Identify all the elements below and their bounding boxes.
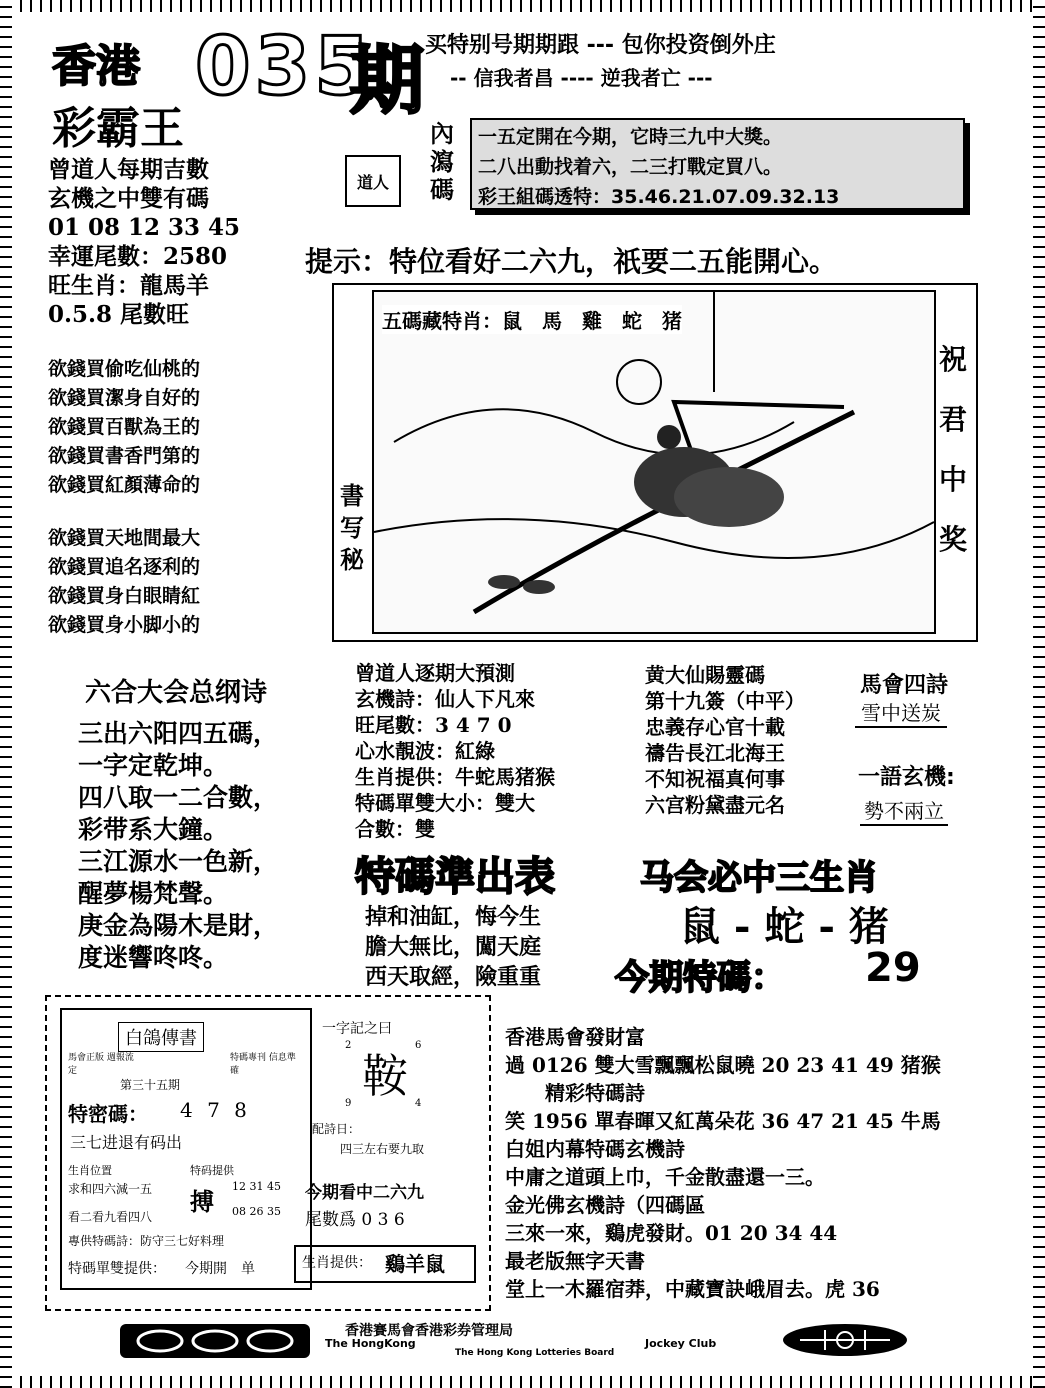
side-char: 君 — [938, 403, 967, 436]
footer-en-left: The HongKong — [325, 1337, 416, 1350]
mahui-value: 雪中送炭 — [855, 697, 947, 728]
left-info-line: 幸運尾數：2580 — [48, 243, 228, 270]
left-info-line: 01 08 12 33 45 — [48, 214, 241, 241]
baige-zodiac-line2: 看二看九看四八 — [68, 1210, 153, 1224]
left-info-line: 0.5.8 尾數旺 — [48, 301, 190, 328]
today-tema-label: 今期特碼： — [615, 958, 785, 998]
huang-line: 六宫粉黛盡元名 — [645, 793, 785, 817]
hk-title: 香港 — [52, 41, 140, 92]
yizi-zodiac-value: 鷄羊鼠 — [385, 1252, 445, 1276]
border-right — [1033, 0, 1045, 1388]
huang-line: 忠義存心官十載 — [645, 715, 785, 739]
rb-line: 最老版無字天書 — [505, 1249, 645, 1273]
footer-en-right: Jockey Club — [645, 1337, 717, 1350]
zeng-line: 合數：雙 — [355, 817, 435, 841]
liuhe-line: 三江源水一色新， — [78, 847, 279, 876]
rb-line: 白姐内幕特碼玄機詩 — [505, 1137, 685, 1161]
poem-line: 欲錢買身白眼睛紅 — [48, 585, 201, 607]
poem-line: 欲錢買紅顏薄命的 — [48, 474, 201, 496]
baige-danshuang-label: 特碼單雙提供： — [68, 1261, 166, 1277]
liuhe-line: 醒夢楊梵聲。 — [78, 879, 229, 908]
slogan-2: -- 信我者昌 ---- 逆我者亡 --- — [450, 66, 713, 90]
huang-line: 第十九簽（中平） — [645, 689, 805, 713]
baige-tema-nums1: 12 31 45 — [232, 1180, 281, 1193]
yiyu-value: 勢不兩立 — [860, 795, 948, 826]
issue-suffix: 期 — [350, 38, 424, 124]
liuhe-line: 三出六阳四五碼， — [78, 719, 279, 748]
zeng-line: 特碼單雙大小：雙大 — [355, 791, 535, 815]
picture-caption: 五碼藏特肖：鼠 馬 雞 蛇 猪 — [382, 305, 682, 334]
poem-line: 欲錢買追名逐利的 — [48, 556, 201, 578]
mahui-title: 馬會四詩 — [860, 673, 949, 698]
zeng-line: 曾道人逐期大預測 — [355, 661, 515, 685]
baige-small-left: 馬會正版 週報流定 — [68, 1053, 134, 1076]
baige-small-right: 特碼專刊 信息準確 — [230, 1053, 296, 1076]
rb-line: 笑 1956 單春暉又紅萬朵花 36 47 21 45 牛馬 — [505, 1109, 941, 1133]
left-info — [48, 155, 240, 329]
poem-line: 欲錢買書香門第的 — [48, 445, 201, 467]
zeng-line: 玄機詩：仙人下凡來 — [355, 687, 535, 711]
left-info-line: 玄機之中雙有碼 — [48, 185, 209, 212]
rb-line: 中庸之道頭上巾，千金散盡還一三。 — [505, 1165, 825, 1189]
poem-line: 欲錢買身小脚小的 — [48, 614, 201, 636]
picture-side-left: 書写秘 — [340, 481, 364, 574]
tema-line: 掉和油缸，悔今生 — [365, 904, 542, 930]
liuhe-line: 度迷響咚咚。 — [78, 943, 229, 972]
tema-line: 西天取經，險重重 — [365, 964, 542, 990]
right-bottom-block — [505, 1023, 941, 1303]
poem-line: 欲錢買偷吃仙桃的 — [48, 358, 201, 380]
footer-cn: 香港賽馬會香港彩券管理局 — [345, 1323, 513, 1339]
yizi-tail: 尾數爲 0 3 6 — [305, 1210, 405, 1230]
rb-line: 金光佛玄機詩（四碼區 — [505, 1193, 705, 1217]
baige-secret-value: 4 7 8 — [180, 1098, 251, 1122]
yizi-char: 鞍 — [362, 1049, 408, 1103]
zeng-line: 旺尾數：3 4 7 0 — [355, 713, 512, 737]
liuhe-title: 六合大会总纲诗 — [85, 678, 268, 708]
yizi-title: 一字記之曰 — [322, 1021, 392, 1037]
yizi-n-bl: 9 — [345, 1098, 352, 1109]
picture-side-right — [937, 330, 969, 570]
brand-title: 彩霸王 — [52, 103, 184, 154]
huang-line: 禱告長江北海王 — [645, 741, 785, 765]
side-char: 中 — [938, 463, 967, 496]
huang-line: 不知祝福真何事 — [645, 767, 785, 791]
huang-line: 黄大仙賜靈碼 — [645, 663, 765, 687]
baige-zodiac-label: 生肖位置 — [68, 1164, 112, 1177]
tema-lines — [365, 902, 541, 992]
footer-en-sub: The Hong Kong Lotteries Board — [455, 1348, 615, 1358]
jockey-logo-icon — [120, 1320, 310, 1360]
zeng-line: 生肖提供：牛蛇馬猪猴 — [355, 765, 555, 789]
neixie-label: 內瀉碼 — [430, 119, 454, 204]
yiyu-title: 一語玄機: — [858, 765, 955, 790]
lottery-logo-icon — [780, 1322, 910, 1358]
liuhe-line: 四八取一二合數， — [78, 783, 279, 812]
yizi-n-tl: 2 — [345, 1040, 352, 1051]
baige-title: 白鴿傳書 — [118, 1022, 204, 1052]
left-info-line: 旺生肖：龍馬羊 — [48, 272, 209, 299]
rb-line: 堂上一木羅宿莽，中藏寶訣峨眉去。虎 36 — [505, 1277, 880, 1301]
left-info-line: 曾道人每期吉數 — [48, 156, 209, 183]
liuhe-poem — [78, 718, 278, 974]
today-tema-value: 29 — [865, 945, 921, 991]
huang-block — [645, 662, 805, 818]
bizhong-animals: 鼠 - 蛇 - 猪 — [680, 903, 889, 950]
yizi-zodiac-label: 生肖提供： — [302, 1255, 372, 1271]
daoren-stamp-text: 道人 — [356, 172, 389, 192]
bizhong-title: 马会必中三生肖 — [640, 858, 878, 898]
baige-tema-label: 特码提供 — [190, 1164, 234, 1177]
tip-line: 提示：特位看好二六九，祇要二五能開心。 — [305, 245, 838, 278]
slogan-1: 买特别号期期跟 --- 包你投资倒外庄 — [425, 33, 776, 58]
yizi-n-br: 4 — [415, 1098, 422, 1109]
neixie-box — [470, 118, 965, 210]
baige-danshuang-value: 今期開 单 — [185, 1261, 255, 1277]
rb-line: 過 0126 雙大雪飄飄松鼠曉 20 23 41 49 猪猴 — [505, 1053, 941, 1077]
poem-left — [48, 355, 200, 640]
border-top — [0, 0, 1045, 12]
liuhe-line: 庚金為陽木是財， — [78, 911, 279, 940]
side-char: 祝 — [938, 343, 967, 376]
liuhe-line: 一字定乾坤。 — [78, 751, 229, 780]
footer — [120, 1320, 920, 1362]
liuhe-line: 彩带系大鐘。 — [78, 815, 229, 844]
side-char: 奖 — [938, 523, 967, 556]
baige-tema-nums2: 08 26 35 — [232, 1205, 281, 1218]
tema-title: 特碼準出表 — [355, 854, 555, 900]
baige-tema-char: 搏 — [190, 1187, 214, 1216]
border-bottom — [0, 1376, 1045, 1388]
yizi-n-tr: 6 — [415, 1040, 422, 1051]
baige-issue: 第三十五期 — [120, 1078, 181, 1092]
poem-line: 欲錢買百獸為王的 — [48, 416, 201, 438]
yizi-poem-label: 配詩日： — [312, 1122, 361, 1136]
issue-number: 035 — [195, 20, 374, 113]
baige-special: 專供特碼詩：防守三七好料理 — [68, 1234, 225, 1248]
border-left — [0, 0, 12, 1388]
rb-line: 三來一來，鷄虎發財。01 20 34 44 — [505, 1221, 838, 1245]
baige-secret-label: 特密碼： — [68, 1102, 148, 1126]
daoren-stamp — [345, 155, 401, 207]
neixie-line: 一五定開在今期，它時三九中大獎。 — [478, 126, 783, 148]
baige-line1: 三七进退有码出 — [70, 1133, 183, 1152]
baige-zodiac-line1: 求和四六減一五 — [68, 1182, 153, 1196]
neixie-line: 二八出動找着六，二三打戰定買八。 — [478, 156, 783, 178]
poem-line: 欲錢買天地間最大 — [48, 527, 201, 549]
picture-inner — [372, 290, 936, 634]
rb-line: 精彩特碼詩 — [505, 1081, 645, 1105]
zeng-block — [355, 660, 555, 842]
neixie-line: 彩王組碼透特：35.46.21.07.09.32.13 — [478, 186, 840, 208]
bird-illustration — [374, 292, 934, 632]
rb-line: 香港馬會發財富 — [505, 1025, 645, 1049]
poem-line: 欲錢買潔身自好的 — [48, 387, 201, 409]
tema-line: 膽大無比，闖天庭 — [365, 934, 542, 960]
yizi-focus: 今期看中二六九 — [305, 1183, 424, 1203]
yizi-poem: 四三左右要九取 — [340, 1142, 425, 1156]
zeng-line: 心水靚波：紅綠 — [355, 739, 495, 763]
